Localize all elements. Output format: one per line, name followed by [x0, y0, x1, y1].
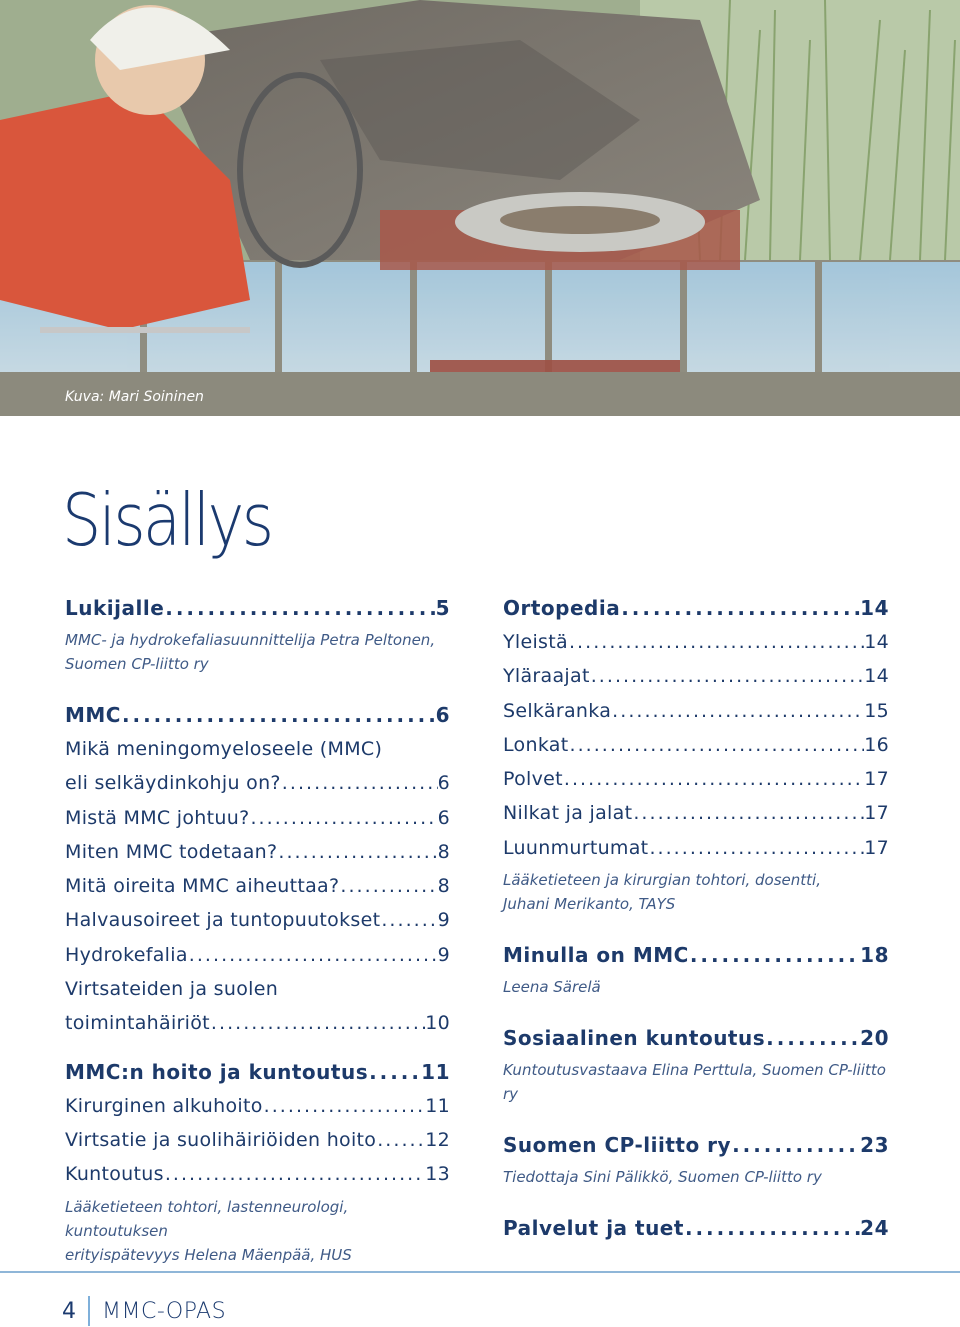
toc-entry-row [503, 694, 889, 728]
toc-subsection-entry[interactable] [65, 835, 450, 869]
toc-section-entry[interactable] [503, 1021, 889, 1106]
toc-entry-row [503, 1211, 889, 1245]
toc-entry-row [503, 728, 889, 762]
toc-entry-label-line2: eli selkäydinkohju on? [65, 772, 281, 795]
toc-entry-label: Selkäranka [503, 699, 612, 722]
toc-entry-label: Lukijalle [65, 596, 165, 620]
footer-divider [88, 1296, 90, 1326]
toc-subsection-entry[interactable] [65, 869, 450, 903]
toc-entry-label: Suomen CP-liitto ry [503, 1133, 732, 1158]
toc-leader-dots [165, 591, 435, 625]
toc-entry-label: Mistä MMC johtuu? [65, 806, 250, 829]
toc-page-number: 17 [864, 836, 889, 859]
toc-entry-row [65, 591, 450, 625]
toc-page-number: 14 [864, 631, 889, 653]
toc-subsection-entry[interactable] [503, 762, 889, 796]
toc-subsection-entry[interactable] [65, 938, 450, 972]
toc-page-number: 14 [864, 665, 889, 688]
toc-entry-author [503, 1162, 889, 1189]
toc-leader-dots [685, 1211, 860, 1245]
toc-leader-dots [381, 903, 437, 937]
toc-entry-row [503, 796, 889, 830]
toc-entry-row [503, 659, 889, 693]
toc-leader-dots [282, 766, 438, 800]
toc-page-number: 8 [437, 875, 450, 898]
toc-leader-dots [278, 835, 437, 869]
toc-page-number: 11 [421, 1059, 450, 1084]
author-line: Kuntoutusvastaava Elina Perttula, Suomen CP-liitto ry [503, 1061, 886, 1104]
photo-illustration [0, 0, 960, 416]
toc-page-number: 8 [437, 840, 450, 863]
toc-entry-label: Miten MMC todetaan? [65, 840, 278, 863]
toc-entry-author [503, 1055, 889, 1106]
toc-left-column [65, 591, 450, 1267]
toc-entry-label: Nilkat ja jalat [503, 802, 633, 825]
toc-subsection-entry[interactable] [503, 831, 889, 916]
toc-entry-label: MMC [65, 703, 121, 727]
toc-entry-label-line1: Virtsateiden ja suolen [65, 978, 279, 1001]
toc-section-entry[interactable] [65, 1055, 450, 1089]
toc-entry-line2 [65, 766, 450, 800]
toc-subsection-entry[interactable] [65, 801, 450, 835]
header-photo [0, 0, 960, 416]
toc-page-number: 16 [864, 733, 889, 756]
toc-entry-label-line1: Mikä meningomyeloseele (MMC) [65, 738, 383, 760]
toc-entry-row [65, 1123, 450, 1157]
toc-leader-dots [569, 625, 864, 659]
toc-page-number: 6 [437, 772, 450, 795]
toc-leader-dots [766, 1021, 860, 1055]
author-line: Juhani Merikanto, TAYS [503, 895, 676, 914]
toc-leader-dots [591, 659, 865, 693]
toc-entry-label: Polvet [503, 768, 563, 791]
toc-entry-label: Virtsatie ja suolihäiriöiden hoito [65, 1128, 377, 1151]
toc-entry-label: Lonkat [503, 733, 569, 756]
toc-section-entry[interactable] [503, 938, 889, 999]
author-line: Suomen CP-liitto ry [65, 655, 209, 673]
toc-leader-dots [690, 938, 860, 972]
toc-subsection-entry[interactable] [503, 625, 889, 659]
toc-leader-dots [369, 1055, 421, 1089]
page-footer [62, 1293, 226, 1327]
toc-page-number: 20 [860, 1026, 889, 1051]
toc-page-number: 14 [860, 596, 889, 620]
author-line: Leena Särelä [503, 978, 601, 997]
toc-subsection-entry[interactable] [503, 796, 889, 830]
toc-subsection-entry[interactable] [65, 903, 450, 937]
toc-entry-label: Yläraajat [503, 665, 590, 688]
toc-entry-label: Hydrokefalia [65, 943, 188, 966]
toc-entry-row [65, 903, 450, 937]
toc-entry-row [65, 732, 450, 801]
toc-leader-dots [649, 831, 864, 865]
toc-entry-label: Luunmurtumat [503, 836, 649, 859]
toc-entry-row [65, 1157, 450, 1191]
author-line: Lääketieteen ja kirurgian tohtori, dosentti, [503, 871, 821, 890]
toc-leader-dots [165, 1157, 425, 1191]
toc-entry-row [503, 591, 889, 625]
toc-entry-row [65, 972, 450, 1041]
toc-entry-row [65, 869, 450, 903]
toc-page-number: 10 [425, 1012, 450, 1035]
toc-leader-dots [564, 762, 864, 796]
toc-section-entry[interactable] [65, 591, 450, 676]
toc-entry-author [65, 625, 450, 676]
toc-page-number: 11 [425, 1094, 450, 1117]
toc-entry-label-line2: toimintahäiriöt [65, 1012, 210, 1035]
toc-entry-label: Yleistä [503, 631, 568, 653]
toc-entry-label: Ortopedia [503, 596, 621, 620]
author-line: erityispätevyys Helena Mäenpää, HUS [65, 1245, 352, 1264]
author-line: MMC- ja hydrokefaliasuunnittelija Petra Peltonen, [65, 631, 436, 649]
toc-entry-row [65, 938, 450, 972]
toc-leader-dots [569, 728, 864, 762]
toc-right-column [503, 591, 889, 1245]
toc-page-number: 24 [860, 1216, 889, 1241]
toc-section-entry[interactable] [503, 1211, 889, 1245]
toc-leader-dots [377, 1123, 425, 1157]
toc-section-entry[interactable] [503, 1128, 889, 1189]
toc-subsection-entry[interactable] [65, 1089, 450, 1123]
toc-page-number: 15 [864, 699, 889, 722]
author-line: Lääketieteen tohtori, lastenneurologi, kuntoutuksen [65, 1197, 349, 1240]
toc-leader-dots [211, 1006, 425, 1040]
toc-entry-label: Mitä oireita MMC aiheuttaa? [65, 875, 340, 898]
toc-entry-author [65, 1192, 450, 1267]
toc-subsection-entry[interactable] [65, 972, 450, 1041]
toc-entry-row [65, 1055, 450, 1089]
toc-page-number: 5 [435, 596, 450, 620]
author-line: Tiedottaja Sini Pälikkö, Suomen CP-liitto ry [503, 1168, 822, 1187]
toc-page-number: 13 [425, 1163, 450, 1186]
toc-leader-dots [732, 1128, 860, 1162]
toc-leader-dots [621, 591, 860, 625]
toc-entry-row [503, 1128, 889, 1162]
toc-leader-dots [633, 796, 864, 830]
toc-entry-row [503, 831, 889, 865]
toc-entry-label: Palvelut ja tuet [503, 1216, 684, 1241]
toc-page-number: 9 [437, 909, 450, 932]
toc-entry-row [503, 762, 889, 796]
toc-entry-row [65, 835, 450, 869]
toc-subsection-entry[interactable] [503, 659, 889, 693]
photo-credit: Kuva: Mari Soininen [65, 389, 204, 405]
toc-page-number: 6 [437, 806, 450, 829]
page-number: 4 [62, 1298, 76, 1324]
toc-entry-row [503, 1021, 889, 1055]
toc-entry-row [503, 938, 889, 972]
toc-subsection-entry[interactable] [65, 1123, 450, 1157]
toc-section-entry[interactable] [65, 698, 450, 732]
toc-entry-row [65, 801, 450, 835]
toc-entry-row [65, 1089, 450, 1123]
toc-entry-label: MMC:n hoito ja kuntoutus [65, 1059, 369, 1084]
toc-entry-row [503, 625, 889, 659]
toc-entry-row [65, 698, 450, 732]
toc-leader-dots [340, 869, 437, 903]
toc-page-number: 18 [860, 943, 889, 968]
publication-name: MMC-OPAS [102, 1298, 227, 1324]
toc-entry-label: Kirurginen alkuhoito [65, 1094, 263, 1117]
toc-subsection-entry[interactable] [65, 1157, 450, 1266]
toc-subsection-entry[interactable] [503, 728, 889, 762]
toc-page-number: 9 [437, 943, 450, 966]
toc-subsection-entry[interactable] [65, 732, 450, 801]
toc-section-entry[interactable] [503, 591, 889, 625]
toc-entry-label: Halvausoireet ja tuntopuutokset [65, 909, 381, 932]
toc-leader-dots [250, 801, 437, 835]
toc-page-number: 6 [435, 703, 450, 727]
toc-entry-label: Kuntoutus [65, 1163, 164, 1186]
footer-rule [0, 1271, 960, 1273]
toc-entry-author [503, 865, 889, 916]
toc-page-number: 23 [860, 1133, 889, 1158]
toc-entry-label: Sosiaalinen kuntoutus [503, 1026, 766, 1051]
toc-page-number: 12 [425, 1128, 450, 1151]
toc-entry-label: Minulla on MMC [503, 943, 689, 968]
toc-page-number: 17 [864, 802, 889, 825]
toc-leader-dots [122, 698, 436, 732]
toc-leader-dots [264, 1089, 426, 1123]
page-title: Sisällys [62, 478, 272, 562]
toc-entry-author [503, 972, 889, 999]
toc-leader-dots [189, 938, 438, 972]
toc-subsection-entry[interactable] [503, 694, 889, 728]
toc-leader-dots [612, 694, 864, 728]
toc-entry-line2 [65, 1006, 450, 1040]
toc-page-number: 17 [864, 768, 889, 791]
